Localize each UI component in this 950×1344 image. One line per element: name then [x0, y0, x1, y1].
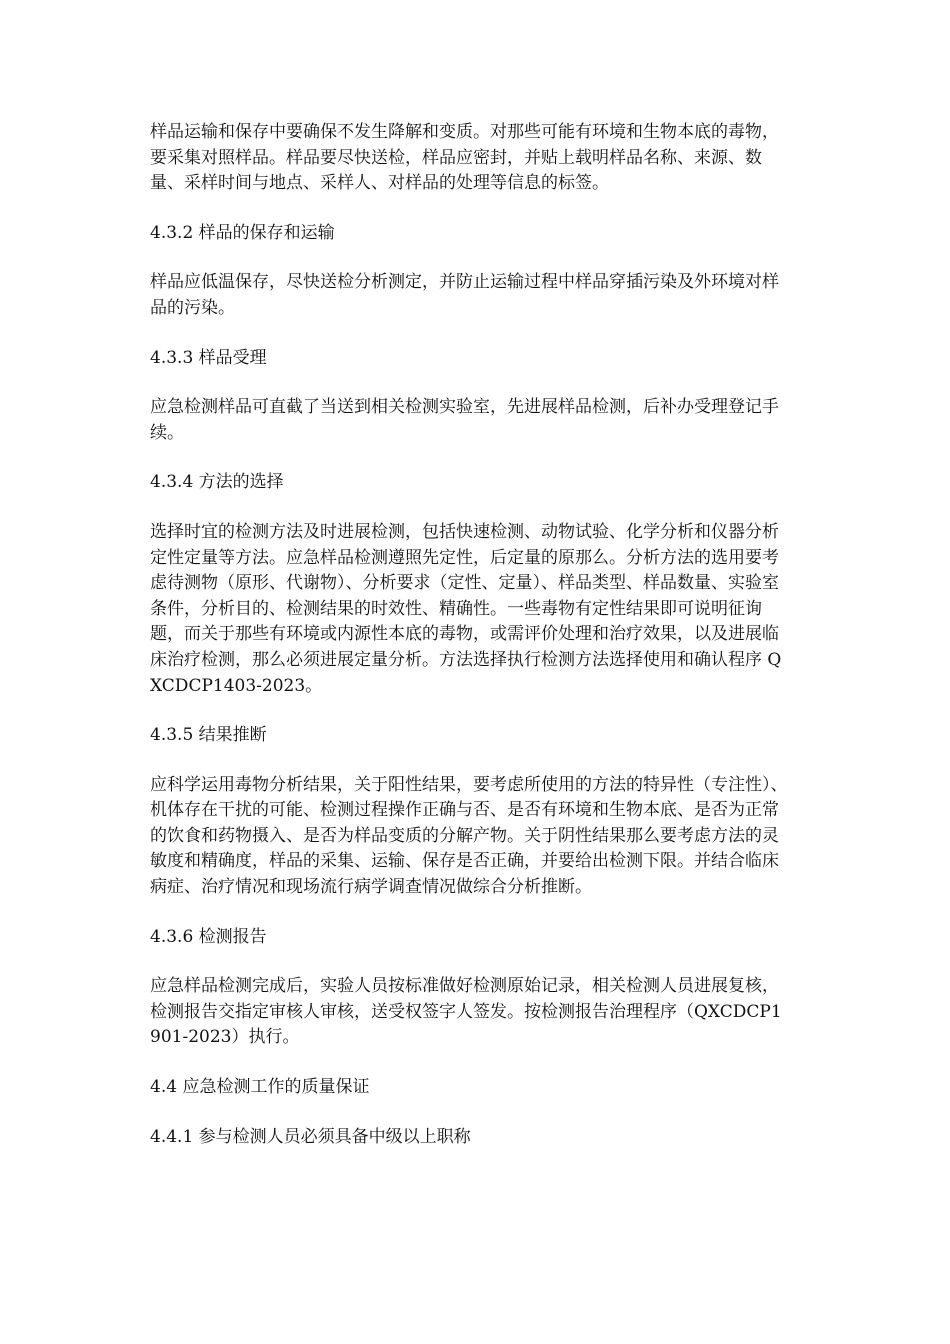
heading-4-3-6: 4.3.6 检测报告 [150, 926, 267, 947]
paragraph-sample-acceptance: 应急检测样品可直截了当送到相关检测实验室，先进展样品检测，后补办受理登记手续。 [150, 397, 779, 443]
heading-4-3-4: 4.3.4 方法的选择 [150, 472, 284, 493]
paragraph-sample-storage: 样品应低温保存，尽快送检分析测定，并防止运输过程中样品穿插污染及外环境对样品的污染。 [150, 272, 779, 318]
paragraph-test-report: 应急样品检测完成后，实验人员按标准做好检测原始记录，相关检测人员进展复核，检测报告交指定审核人审核，送受权签字人签发。按检测报告治理程序（QXCDCP1901-2023）执行。 [150, 976, 782, 1048]
heading-4-3-2: 4.3.2 样品的保存和运输 [150, 222, 335, 243]
paragraph-sample-transport-intro: 样品运输和保存中要确保不发生降解和变质。对那些可能有环境和生物本底的毒物，要采集对照样品。样品要尽快送检，样品应密封，并贴上载明样品名称、来源、数量、采样时间与地点、采样人、对样品的处理等信息的标签。 [150, 122, 779, 194]
paragraph-result-judgment: 应科学运用毒物分析结果，关于阳性结果，要考虑所使用的方法的特异性（专注性）、机体存在干扰的可能、检测过程操作正确与否、是否有环境和生物本底、是否为正常的饮食和药物摄入、是否为样品变质的分解产物。关于阴性结果那么要考虑方法的灵敏度和精确度，样品的采集、运输、保存是否正确，并要给出检测下限。并结合临床病症、治疗情况和现场流行病学调查情况做综合分析推断。 [150, 774, 788, 898]
document-page [150, 120, 790, 1174]
heading-4-3-3: 4.3.3 样品受理 [150, 347, 267, 368]
heading-4-4: 4.4 应急检测工作的质量保证 [150, 1077, 370, 1098]
heading-4-4-1: 4.4.1 参与检测人员必须具备中级以上职称 [150, 1126, 471, 1147]
heading-4-3-5: 4.3.5 结果推断 [150, 725, 267, 746]
paragraph-method-selection: 选择时宜的检测方法及时进展检测，包括快速检测、动物试验、化学分析和仪器分析定性定量等方法。应急样品检测遵照先定性，后定量的原那么。分析方法的选用要考虑待测物（原形、代谢物）、分析要求（定性、定量）、样品类型、样品数量、实验室条件，分析目的、检测结果的时效性、精确性。一些毒物有定性结果即可说明征询题，而关于那些有环境或内源性本底的毒物，或需评价处理和治疗效果，以及进展临床治疗检测，那么必须进展定量分析。方法选择执行检测方法选择使用和确认程序 QXCDCP1403-2023。 [150, 521, 782, 696]
